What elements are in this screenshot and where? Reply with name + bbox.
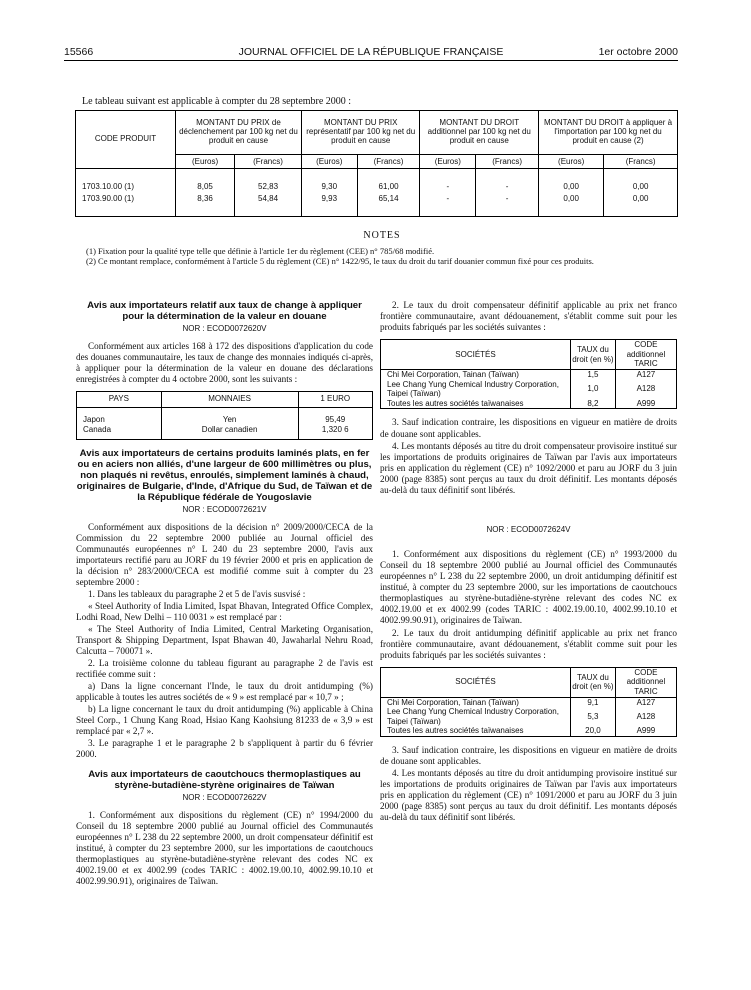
cell: Yen xyxy=(161,415,298,425)
nor-reference: NOR : ECOD0072622V xyxy=(182,793,267,803)
cell: 8,36 xyxy=(176,193,235,205)
unit-header: (Francs) xyxy=(357,155,420,169)
cell: 52,83 xyxy=(235,181,302,193)
paragraph: Conformément aux articles 168 à 172 des dispositions d'application du code des douanes communautaire, les taux de change des monnaies indiqués ci-après, à appliquer pour la détermination de la valeur en douane des déclarations enregistrées à compter du 4 octobre 2000, sont les suivants : xyxy=(76,340,373,384)
paragraph: 1. Conformément aux dispositions du règlement (CE) n° 1994/2000 du Conseil du 18 septembre 2000 publié au Journal officiel des Communautés européennes n° L 238 du 22 septembre 2000, un droit compensateur définitif est institué, à compter du 23 septembre 2000, sur les importations de caoutchoucs thermoplastiques au styrène-butadiène-styrène relevant des codes NC ex 4002.19.00 et ex 4002.99 (codes TARIC : 4002.19.00.10, 4002.99.10.10 et 4002.99.90.91), originaires de Taïwan. xyxy=(76,810,373,887)
notes xyxy=(86,230,678,267)
cell: Canada xyxy=(83,424,112,434)
table-row xyxy=(76,181,678,193)
cell: A999 xyxy=(615,399,676,409)
cell: 9,1 xyxy=(571,697,616,707)
unit-header: (Euros) xyxy=(301,155,357,169)
cell: Lee Chang Yung Chemical Industry Corporation, Taipei (Taïwan) xyxy=(387,707,559,726)
col-pays: PAYS xyxy=(77,391,162,407)
paragraph: 2. Le taux du droit compensateur définitif applicable au prix net franco frontière communautaire, avant dédouanement, s'établit comme suit pour les produits fabriqués par les sociétés suivantes : xyxy=(380,300,677,333)
issue-date: 1er octobre 2000 xyxy=(598,46,678,58)
cell: - xyxy=(476,193,539,205)
paragraph: 1. Conformément aux dispositions du règlement (CE) n° 1993/2000 du Conseil du 18 septembre 2000 publié au Journal officiel des Communautés européennes n° L 238 du 22 septembre 2000, un droit antidumping définitif est institué, à compter du 23 septembre 2000, sur les importations de caoutchoucs thermoplastiques au styrène-butadiène-styrène relevant des codes NC ex 4002.19.00 et ex 4002.99 (codes TARIC : 4002.19.00.10, 4002.99.10.10 et 4002.99.90.91), originaires de Taïwan. xyxy=(380,549,677,626)
cell: 0,00 xyxy=(604,181,678,193)
col-code-produit: CODE PRODUIT xyxy=(76,111,176,169)
product-code: 1703.90.00 (1) xyxy=(76,193,176,205)
cell: - xyxy=(420,181,476,193)
paragraph: « Steel Authority of India Limited, Ispat Bhavan, Integrated Office Complex, Lodhi Road, New Delhi – 110 0031 » est remplacé par : xyxy=(76,600,373,622)
countervailing-duty-table xyxy=(380,339,677,409)
cell: A128 xyxy=(615,380,676,399)
price-table xyxy=(75,110,678,217)
cell: - xyxy=(476,181,539,193)
antidumping-duty-table xyxy=(380,667,677,737)
table-row xyxy=(381,399,677,409)
nor-reference: NOR : ECOD0072620V xyxy=(182,324,267,334)
exchange-rate-table xyxy=(76,391,373,440)
unit-header: (Francs) xyxy=(604,155,678,169)
paragraph: 2. Le taux du droit antidumping définitif applicable au prix net franco frontière communautaire, avant dédouanement, s'établit comme suit pour les produits fabriqués par les sociétés suivantes : xyxy=(380,627,677,660)
table-intro: Le tableau suivant est applicable à compter du 28 septembre 2000 : xyxy=(82,96,352,107)
table-row xyxy=(381,707,677,726)
page-number: 15566 xyxy=(64,46,94,58)
unit-header: (Euros) xyxy=(420,155,476,169)
cell: Lee Chang Yung Chemical Industry Corporation, Taipei (Taïwan) xyxy=(387,379,559,399)
col-societes: SOCIÉTÉS xyxy=(381,667,571,697)
cell: 95,49 xyxy=(298,415,372,425)
paragraph: a) Dans la ligne concernant l'Inde, le taux du droit antidumping (%) applicable à toutes les autres sociétés de « 9 » est remplacé par « 10,7 » ; xyxy=(76,681,373,703)
group-droit-additionnel: MONTANT DU DROIT additionnel par 100 kg net du produit en cause xyxy=(420,111,539,155)
paragraph: 4. Les montants déposés au titre du droit compensateur provisoire institué sur les importations de produits originaires de Taïwan par l'avis aux importateurs pris en application du règlement (CE) n° 1092/2000 et paru au JORF du 3 juin 2000 (page 8385) sont perçus au taux du droit définitif. Les montants déposés au-delà du taux définitif sont libérés. xyxy=(380,440,677,495)
cell: A127 xyxy=(615,370,676,380)
col-taux: TAUX du droit (en %) xyxy=(571,667,616,697)
cell: 1,0 xyxy=(571,380,616,399)
paragraph: « The Steel Authority of India Limited, Central Marketing Organisation, Transport & Shipping Department, Ispat Bhawan 40, Jawaharlal Nehru Road, Calcutta – 700071 ». xyxy=(76,624,373,657)
nor-reference: NOR : ECOD0072621V xyxy=(182,505,267,515)
cell: 8,2 xyxy=(571,399,616,409)
table-row xyxy=(381,370,677,380)
cell: Dollar canadien xyxy=(161,425,298,435)
notes-title: NOTES xyxy=(363,230,401,241)
cell: 0,00 xyxy=(604,193,678,205)
section-title: Avis aux importateurs relatif aux taux de change à appliquer pour la détermination de la valeur en douane xyxy=(87,300,362,323)
note-1: (1) Fixation pour la qualité type telle que définie à l'article 1er du règlement (CEE) n° 785/68 modifié. xyxy=(86,245,435,256)
right-column xyxy=(380,300,677,824)
unit-header: (Euros) xyxy=(176,155,235,169)
col-societes: SOCIÉTÉS xyxy=(381,340,571,370)
cell: 5,3 xyxy=(571,707,616,726)
cell: Toutes les autres sociétés taïwanaises xyxy=(387,398,524,408)
left-column xyxy=(76,300,373,888)
col-taux: TAUX du droit (en %) xyxy=(571,340,616,370)
cell: 54,84 xyxy=(235,193,302,205)
paragraph: Conformément aux dispositions de la décision n° 2009/2000/CECA de la Commission du 22 septembre 2000 publiée au Journal officiel des Communautés européennes n° L 240 du 23 septembre 2000, l'avis aux importateurs rectifié paru au JORF du 19 février 2000 et pris en application de la décision n° 283/2000/CECA est modifié comme suit à compter du 23 septembre 2000 : xyxy=(76,521,373,587)
cell: 65,14 xyxy=(357,193,420,205)
unit-header: (Francs) xyxy=(476,155,539,169)
unit-header: (Euros) xyxy=(539,155,604,169)
cell: Chi Mei Corporation, Tainan (Taïwan) xyxy=(387,697,519,707)
unit-header: (Francs) xyxy=(235,155,302,169)
cell: - xyxy=(420,193,476,205)
cell: 1,320 6 xyxy=(298,425,372,435)
cell: Chi Mei Corporation, Tainan (Taïwan) xyxy=(387,370,519,380)
cell: 8,05 xyxy=(176,181,235,193)
table-row xyxy=(76,193,678,205)
paragraph: b) La ligne concernant le taux du droit antidumping (%) applicable à China Steel Corp., 1 Chung Kang Road, Hsiao Kang Kaohsiung 81233 de « 3,9 » est remplacé par « 2,7 ». xyxy=(76,704,373,737)
cell: A127 xyxy=(615,697,676,707)
journal-title: JOURNAL OFFICIEL DE LA RÉPUBLIQUE FRANÇAISE xyxy=(238,46,504,58)
table-row xyxy=(381,380,677,399)
cell: 0,00 xyxy=(539,181,604,193)
table-row xyxy=(77,425,373,435)
cell: 0,00 xyxy=(539,193,604,205)
cell: 20,0 xyxy=(571,726,616,736)
cell: Toutes les autres sociétés taïwanaises xyxy=(387,726,524,736)
nor-reference: NOR : ECOD0072624V xyxy=(486,524,571,534)
cell: 9,93 xyxy=(301,193,357,205)
cell: 61,00 xyxy=(357,181,420,193)
cell: 1,5 xyxy=(571,370,616,380)
product-code: 1703.10.00 (1) xyxy=(76,181,176,193)
cell: 9,30 xyxy=(301,181,357,193)
header-rule xyxy=(64,60,678,61)
table-row xyxy=(381,726,677,736)
note-2: (2) Ce montant remplace, conformément à l'article 5 du règlement (CE) n° 1422/95, le taux du droit du tarif douanier commun fixé pour ces produits. xyxy=(86,256,594,267)
paragraph: 4. Les montants déposés au titre du droit antidumping provisoire institué sur les importations de produits originaires de Taïwan par l'avis aux importateurs pris en application du règlement (CE) n° 1091/2000 et paru au JORF du 3 juin 2000 (page 8385) sont perçus au taux du droit définitif. Les montants déposés au-delà du taux définitif sont libérés. xyxy=(380,768,677,823)
group-prix-declenchement: MONTANT DU PRIX de déclenchement par 100 kg net du produit en cause xyxy=(176,111,302,155)
paragraph: 3. Le paragraphe 1 et le paragraphe 2 b s'appliquent à partir du 6 février 2000. xyxy=(76,738,373,760)
paragraph: 2. La troisième colonne du tableau figurant au paragraphe 2 de l'avis est rectifiée comme suit : xyxy=(76,658,373,680)
cell: A999 xyxy=(615,726,676,736)
paragraph: 1. Dans les tableaux du paragraphe 2 et 5 de l'avis susvisé : xyxy=(88,588,306,599)
col-code-taric: CODE additionnel TARIC xyxy=(615,340,676,370)
paragraph: 3. Sauf indication contraire, les dispositions en vigueur en matière de droits de douane sont applicables. xyxy=(380,744,677,766)
cell: Japon xyxy=(83,415,105,425)
group-droit-importation: MONTANT DU DROIT à appliquer à l'importation par 100 kg net du produit en cause (2) xyxy=(539,111,678,155)
table-row xyxy=(381,697,677,707)
col-monnaies: MONNAIES xyxy=(161,391,298,407)
paragraph: 3. Sauf indication contraire, les dispositions en vigueur en matière de droits de douane sont applicables. xyxy=(380,417,677,439)
group-prix-representatif: MONTANT DU PRIX représentatif par 100 kg net du produit en cause xyxy=(301,111,420,155)
section-title: Avis aux importateurs de caoutchoucs thermoplastiques au styrène-butadiène-styrène originaires de Taïwan xyxy=(88,769,361,792)
section-title: Avis aux importateurs de certains produits laminés plats, en fer ou en aciers non alliés, d'une largeur de 600 millimètres ou plus, non plaqués ni revêtus, enroulés, simplement laminés à chaud, originaires de Bulgarie, d'Inde, d'Afrique du Sud, de Taïwan et de la République fédérale de Yougoslavie xyxy=(76,447,373,504)
col-code-taric: CODE additionnel TARIC xyxy=(615,667,676,697)
col-euro: 1 EURO xyxy=(298,391,372,407)
table-row xyxy=(77,415,373,425)
cell: A128 xyxy=(615,707,676,726)
